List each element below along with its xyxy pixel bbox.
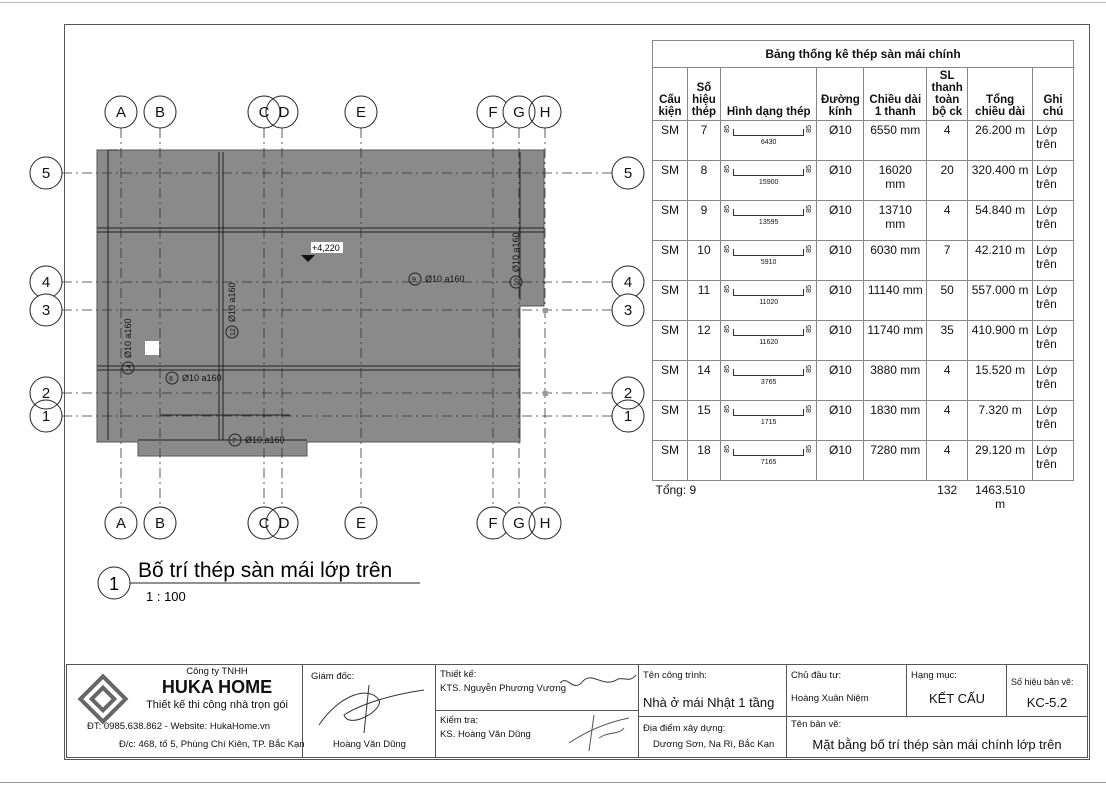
bar-length: 11020 <box>759 299 779 306</box>
cell-bar-shape <box>720 361 816 401</box>
cell-total-length: 7.320 m <box>968 401 1033 441</box>
schedule-header-row <box>653 68 1074 121</box>
cell-member: SM <box>653 321 688 361</box>
hook-right: 85 <box>806 205 814 213</box>
cell-bar-mark: 8 <box>687 161 720 201</box>
category-value: KẾT CẤU <box>928 691 986 706</box>
hook-left: 85 <box>723 205 731 213</box>
cell-bar-length: 11740 mm <box>864 321 927 361</box>
hook-left: 85 <box>723 365 731 373</box>
bar-length: 6430 <box>760 139 777 146</box>
svg-text:10: 10 <box>514 278 521 286</box>
cell-quantity: 4 <box>927 201 968 241</box>
cell-quantity: 7 <box>927 241 968 281</box>
cell-total-length: 54.840 m <box>968 201 1033 241</box>
cell-diameter: Ø10 <box>817 241 864 281</box>
svg-text:8: 8 <box>169 376 173 383</box>
schedule-row <box>653 241 1074 281</box>
bar-length: 3765 <box>760 379 777 386</box>
svg-text:G: G <box>513 104 525 121</box>
svg-text:B: B <box>154 104 166 121</box>
hook-left: 85 <box>723 405 731 413</box>
cell-note: Lớp trên <box>1033 121 1074 161</box>
svg-text:2: 2 <box>41 385 51 402</box>
svg-text:F: F <box>488 104 498 121</box>
cell-bar-length: 13710 mm <box>864 201 927 241</box>
svg-text:E: E <box>355 104 367 121</box>
cell-diameter: Ø10 <box>817 201 864 241</box>
col-header: Cấu kiện <box>653 68 688 121</box>
cell-note: Lớp trên <box>1033 281 1074 321</box>
sheet-no-cell <box>1007 665 1087 717</box>
cell-bar-length: 3880 mm <box>864 361 927 401</box>
cell-diameter: Ø10 <box>817 361 864 401</box>
cell-member: SM <box>653 121 688 161</box>
company-type: Công ty TNHH <box>186 666 248 677</box>
sheet-title-value: Mặt bằng bố trí thép sàn mái chính lớp trên <box>812 737 1062 752</box>
cell-quantity: 4 <box>927 361 968 401</box>
schedule-row <box>653 281 1074 321</box>
svg-text:Ø10 a160: Ø10 a160 <box>245 435 285 445</box>
cell-diameter: Ø10 <box>817 281 864 321</box>
cell-bar-shape <box>720 441 816 481</box>
schedule-row <box>653 401 1074 441</box>
location-label: Địa điểm xây dựng: <box>643 723 726 734</box>
company-address: Đ/c: 468, tổ 5, Phùng Chí Kiên, TP. Bắc Kạn <box>119 739 305 750</box>
hook-right: 85 <box>806 325 814 333</box>
project-name: Nhà ở mái Nhật 1 tầng <box>643 695 775 710</box>
company-cell <box>67 665 303 757</box>
bar-length: 7165 <box>760 459 777 466</box>
svg-text:5: 5 <box>623 165 633 182</box>
cell-diameter: Ø10 <box>817 121 864 161</box>
cell-bar-mark: 15 <box>687 401 720 441</box>
bar-line <box>733 129 804 136</box>
bar-shape-diagram <box>724 443 813 473</box>
hook-right: 85 <box>806 125 814 133</box>
cell-bar-shape <box>720 121 816 161</box>
total-length: 1463.510 m <box>975 483 1026 511</box>
hook-left: 85 <box>723 285 731 293</box>
project-label: Tên công trình: <box>643 670 707 681</box>
bar-line <box>733 209 804 216</box>
project-cell <box>639 665 787 717</box>
cell-quantity: 4 <box>927 401 968 441</box>
bar-length: 13595 <box>758 219 779 226</box>
cell-total-length: 42.210 m <box>968 241 1033 281</box>
col-header: Ghi chú <box>1033 68 1074 121</box>
col-header: SL thanh toàn bộ ck <box>927 68 968 121</box>
cell-quantity: 4 <box>927 441 968 481</box>
cell-member: SM <box>653 401 688 441</box>
rebar-schedule-table <box>652 40 1074 513</box>
company-logo-icon <box>75 671 131 727</box>
hook-right: 85 <box>806 365 814 373</box>
bar-line <box>733 449 804 456</box>
bar-shape-diagram <box>724 123 813 153</box>
cell-bar-mark: 10 <box>687 241 720 281</box>
bar-line <box>733 289 804 296</box>
cell-diameter: Ø10 <box>817 401 864 441</box>
column-marker <box>543 308 548 313</box>
bottom-border-line <box>0 782 1106 783</box>
hook-right: 85 <box>806 445 814 453</box>
opening <box>145 341 159 355</box>
schedule-row <box>653 361 1074 401</box>
director-name: Hoàng Văn Dũng <box>333 739 406 750</box>
sheet-no-label: Số hiệu bản vẽ: <box>1011 677 1074 687</box>
company-name: HUKA HOME <box>161 677 273 697</box>
svg-text:C: C <box>258 104 270 121</box>
svg-text:4: 4 <box>623 274 633 291</box>
bar-shape-diagram <box>724 323 813 353</box>
svg-text:A: A <box>115 515 127 532</box>
col-header: Hình dạng thép <box>720 68 816 121</box>
cell-member: SM <box>653 281 688 321</box>
floor-plan-drawing <box>0 0 650 620</box>
cell-quantity: 4 <box>927 121 968 161</box>
svg-text:F: F <box>488 515 498 532</box>
svg-text:2: 2 <box>623 385 633 402</box>
schedule-row <box>653 201 1074 241</box>
bar-line <box>733 329 804 336</box>
cell-bar-length: 7280 mm <box>864 441 927 481</box>
cell-note: Lớp trên <box>1033 201 1074 241</box>
bar-length: 1715 <box>760 419 777 426</box>
svg-text:Ø10 a160: Ø10 a160 <box>227 282 237 322</box>
designer-label: Thiết kế: <box>440 669 477 680</box>
svg-text:H: H <box>539 104 551 121</box>
bar-shape-diagram <box>724 243 813 273</box>
cell-bar-length: 11140 mm <box>864 281 927 321</box>
grid-bubbles-top <box>105 96 561 128</box>
director-cell <box>303 665 436 757</box>
bar-line <box>733 409 804 416</box>
cell-bar-length: 6550 mm <box>864 121 927 161</box>
svg-text:D: D <box>278 515 290 532</box>
cell-bar-shape <box>720 281 816 321</box>
svg-text:Ø10 a160: Ø10 a160 <box>123 318 133 358</box>
schedule-row <box>653 321 1074 361</box>
svg-text:C: C <box>258 515 270 532</box>
total-label: Tổng: 9 <box>655 483 697 497</box>
svg-text:Ø10 a160: Ø10 a160 <box>425 274 465 284</box>
cell-total-length: 410.900 m <box>968 321 1033 361</box>
svg-text:7: 7 <box>232 438 236 445</box>
cell-bar-mark: 7 <box>687 121 720 161</box>
bar-line <box>733 369 804 376</box>
cell-quantity: 50 <box>927 281 968 321</box>
hook-left: 85 <box>723 245 731 253</box>
sheet-title-label: Tên bản vẽ: <box>791 719 842 730</box>
col-header: Số hiệu thép <box>687 68 720 121</box>
cell-member: SM <box>653 161 688 201</box>
cell-bar-mark: 14 <box>687 361 720 401</box>
cell-member: SM <box>653 241 688 281</box>
designer-name: KTS. Nguyễn Phương Vượng <box>440 683 567 694</box>
bar-length: 15900 <box>758 179 779 186</box>
owner-cell <box>787 665 907 717</box>
hook-left: 85 <box>723 165 731 173</box>
cell-note: Lớp trên <box>1033 241 1074 281</box>
director-signature <box>309 685 429 735</box>
owner-label: Chủ đầu tư: <box>791 670 842 681</box>
cell-total-length: 15.520 m <box>968 361 1033 401</box>
cell-quantity: 20 <box>927 161 968 201</box>
svg-text:D: D <box>278 104 290 121</box>
checker-label: Kiểm tra: <box>440 715 479 726</box>
cell-note: Lớp trên <box>1033 361 1074 401</box>
svg-text:Ø10 a160: Ø10 a160 <box>511 232 521 272</box>
svg-text:A: A <box>115 104 127 121</box>
designer-cell <box>436 665 639 711</box>
bar-line <box>733 169 804 176</box>
view-title <box>98 559 420 604</box>
cell-bar-shape <box>720 161 816 201</box>
director-label: Giám đốc: <box>311 671 355 682</box>
cell-note: Lớp trên <box>1033 321 1074 361</box>
cell-bar-length: 1830 mm <box>864 401 927 441</box>
bar-line <box>733 249 804 256</box>
cell-bar-shape <box>720 241 816 281</box>
svg-text:4: 4 <box>41 274 51 291</box>
checker-name: KS. Hoàng Văn Dũng <box>440 729 531 740</box>
cell-member: SM <box>653 201 688 241</box>
roof-slab <box>97 150 544 456</box>
hook-right: 85 <box>806 285 814 293</box>
svg-text:1: 1 <box>108 574 120 594</box>
hook-left: 85 <box>723 325 731 333</box>
bar-length: 11620 <box>759 339 779 346</box>
bar-length: 5910 <box>760 259 777 266</box>
schedule-total-row <box>653 481 1074 514</box>
svg-text:H: H <box>539 515 551 532</box>
cell-note: Lớp trên <box>1033 161 1074 201</box>
hook-right: 85 <box>806 245 814 253</box>
schedule-row <box>653 441 1074 481</box>
svg-text:E: E <box>355 515 367 532</box>
svg-text:Ø10 a160: Ø10 a160 <box>182 373 222 383</box>
hook-right: 85 <box>806 405 814 413</box>
category-label: Hạng mục: <box>911 670 957 681</box>
svg-text:5: 5 <box>41 165 51 182</box>
svg-text:+4,220: +4,220 <box>312 243 340 253</box>
svg-text:12: 12 <box>230 328 237 336</box>
location-cell <box>639 717 787 757</box>
sheet-no-value: KC-5.2 <box>1026 695 1068 710</box>
company-contact: ĐT: 0985.638.862 - Website: HukaHome.vn <box>87 721 271 732</box>
svg-text:G: G <box>513 515 525 532</box>
cell-bar-length: 6030 mm <box>864 241 927 281</box>
designer-signature <box>558 669 638 699</box>
cell-diameter: Ø10 <box>817 441 864 481</box>
svg-text:9: 9 <box>412 277 416 284</box>
cell-member: SM <box>653 361 688 401</box>
svg-text:14: 14 <box>126 364 133 372</box>
hook-right: 85 <box>806 165 814 173</box>
svg-text:1: 1 <box>41 408 51 425</box>
checker-cell <box>436 711 639 757</box>
column-marker <box>543 391 548 396</box>
cell-diameter: Ø10 <box>817 161 864 201</box>
schedule-row <box>653 121 1074 161</box>
cell-bar-shape <box>720 201 816 241</box>
schedule-row <box>653 161 1074 201</box>
title-block <box>66 664 1088 758</box>
cell-total-length: 320.400 m <box>968 161 1033 201</box>
location-value: Dương Sơn, Na Rì, Bắc Kạn <box>653 739 775 750</box>
col-header: Đường kính <box>817 68 864 121</box>
bar-shape-diagram <box>724 403 813 433</box>
grid-bubbles-bottom <box>105 507 561 539</box>
cell-member: SM <box>653 441 688 481</box>
bar-shape-diagram <box>724 283 813 313</box>
schedule-title: Bảng thống kê thép sàn mái chính <box>653 41 1074 68</box>
checker-signature <box>564 713 634 753</box>
svg-text:1: 1 <box>623 408 633 425</box>
cell-diameter: Ø10 <box>817 321 864 361</box>
owner-value: Hoàng Xuân Niệm <box>791 693 869 704</box>
svg-text:Bố trí thép sàn mái lớp trên: Bố trí thép sàn mái lớp trên <box>138 559 393 582</box>
bar-shape-diagram <box>724 203 813 233</box>
hook-left: 85 <box>723 445 731 453</box>
category-cell <box>907 665 1007 717</box>
cell-quantity: 35 <box>927 321 968 361</box>
svg-text:B: B <box>154 515 166 532</box>
hook-left: 85 <box>723 125 731 133</box>
col-header: Chiều dài 1 thanh <box>864 68 927 121</box>
total-qty: 132 <box>937 483 958 497</box>
cell-bar-mark: 18 <box>687 441 720 481</box>
cell-bar-shape <box>720 321 816 361</box>
cell-note: Lớp trên <box>1033 401 1074 441</box>
cell-note: Lớp trên <box>1033 441 1074 481</box>
cell-bar-mark: 12 <box>687 321 720 361</box>
cell-total-length: 557.000 m <box>968 281 1033 321</box>
bar-shape-diagram <box>724 163 813 193</box>
bar-shape-diagram <box>724 363 813 393</box>
cell-total-length: 29.120 m <box>968 441 1033 481</box>
svg-text:3: 3 <box>41 302 51 319</box>
col-header: Tổng chiều dài <box>968 68 1033 121</box>
cell-bar-length: 16020 mm <box>864 161 927 201</box>
cell-bar-shape <box>720 401 816 441</box>
cell-bar-mark: 11 <box>687 281 720 321</box>
company-slogan: Thiết kế thi công nhà trọn gói <box>146 699 288 711</box>
cell-total-length: 26.200 m <box>968 121 1033 161</box>
svg-text:3: 3 <box>623 302 633 319</box>
svg-text:1 : 100: 1 : 100 <box>146 589 186 604</box>
cell-bar-mark: 9 <box>687 201 720 241</box>
sheet-title-cell <box>787 717 1087 757</box>
